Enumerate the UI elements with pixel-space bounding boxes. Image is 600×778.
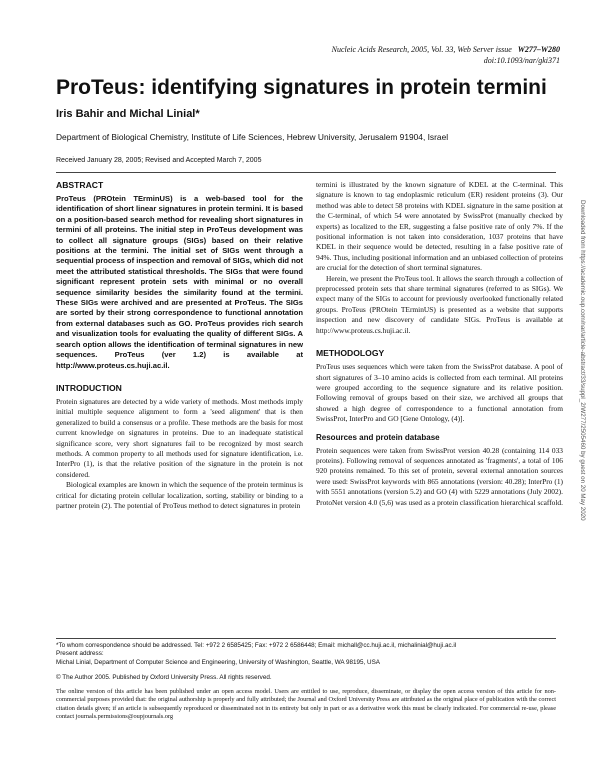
methodology-heading: METHODOLOGY [316, 348, 385, 359]
spacer [56, 371, 303, 383]
footnote-divider [56, 638, 556, 639]
introduction-heading: INTRODUCTION [56, 382, 122, 393]
right-paragraph-1: termini is illustrated by the known signature of KDEL at the C-terminal. This signature is known to tag endoplasmic reticulum (ER) resident proteins (3). Our method was able to detect 58 proteins with KDEL signature in the same position at the C-terminal, of which 54 were annotated by SwissProt (manually checked by experts) as localized to the ER, suggesting a false positive rate of only 7%. If the positional information is not taken into consideration, 1037 proteins that have KDEL in their sequence would be detected, resulting in a false positive rate of 94%. Thus, including positional information and an unbiased collection of proteins are crucial for the detection of short terminal signatures. [316, 180, 563, 273]
article-title: ProTeus: identifying signatures in protein termini [56, 76, 547, 99]
right-paragraph-2: Herein, we present the ProTeus tool. It allows the search through a collection of preprocessed protein sets that share terminal signatures (referred to as SIGs). We expect many of the SIGs to account for previously overlooked functionally related groups. ProTeus (PROtein TErminUS) is presented as a website that supports inspection and new discovery of candidate SIGs. ProTeus is available at http://www.proteus.cs.huji.ac.il. [316, 273, 563, 335]
page-range: W277–W280 [517, 45, 560, 54]
resources-heading: Resources and protein database [316, 432, 440, 442]
copyright-notice [56, 674, 556, 682]
journal-citation [332, 44, 560, 55]
present-address: Michal Linial, Department of Computer Science and Engineering, University of Washington, Seattle, WA 98195, USA [56, 658, 380, 666]
correspondence-footnote [56, 642, 556, 667]
received-dates: Received January 28, 2005; Revised and Accepted March 7, 2005 [56, 157, 262, 164]
license-notice: The online version of this article has been published under an open access model. Users are entitled to use, reproduce, disseminate, or display the open access version of this article for non-commercial purposes provided that: the original authorship is properly and fully attributed; the Journal and Oxford University Press are attributed as the original place of publication with the correct citation details given; if an article is subsequently reproduced or disseminated not in its entirety but only in part or as a derivative work this must be clearly indicated. For commercial re-use, please contact journals.permissions@oupjournals.org [56, 688, 556, 721]
authors: Iris Bahir and Michal Linial* [56, 108, 200, 120]
copyright-text: © The Author 2005. Published by Oxford University Press. All rights reserved. [56, 674, 272, 681]
affiliation: Department of Biological Chemistry, Institute of Life Sciences, Hebrew University, Jerusalem 91904, Israel [56, 132, 449, 142]
left-column [56, 180, 303, 511]
present-address-label: Present address: [56, 650, 104, 658]
correspondence-note: *To whom correspondence should be addressed. Tel: +972 2 6585425; Fax: +972 2 6586448; Email: michall@cc.huji.ac.il, michalinial@huji.ac.il [56, 642, 457, 649]
download-watermark: Downloaded from https://academic.oup.com/nar/article-abstract/33/suppl_2/W277/2505460 by guest on 20 May 2020 [579, 200, 586, 521]
methodology-paragraph: ProTeus uses sequences which were taken from the SwissProt database. A pool of short signatures of 3–10 amino acids is collected from each terminal. All proteins were grouped according to the sequence signature and its relative position. Following removal of groups based on their size, we archived all groups that showed a high degree of correspondence to a functional annotation from SwissProt, InterPro and GO [Gene Ontology, (4)]. [316, 362, 563, 424]
spacer [316, 336, 563, 348]
abstract-heading: ABSTRACT [56, 180, 104, 190]
abstract-text: ProTeus (PROtein TErminUS) is a web-based tool for the identification of short linear signatures in protein termini. It is based on a position-based search method for revealing short signatures in termini of all proteins. The initial step in ProTeus development was to collect all signature groups (SIGs) based on their relative positions at the termini. The initial set of SIGs went through a sequential process of inspection and removal of SIGs, which did not meet the attributed statistical thresholds. The SIGs that were found significant represent protein sets with minimal or no overall sequence similarity besides the similarity found at the termini. These SIGs were archived and are presented at ProTeus. The SIGs are sorted by their strong correspondence to functional annotation from external databases such as GO. ProTeus provides rich search and visualization tools for evaluating the quality of different SIGs. A search option allows the identification of terminal signatures in new sequences. ProTeus (ver 1.2) is available at http://www.proteus.cs.huji.ac.il. [56, 194, 303, 370]
intro-paragraph-1: Protein signatures are detected by a wide variety of methods. Most methods imply initial multiple sequence alignment to form a 'seed alignment' that is then generalized to build a consensus or a profile. These methods are the basis for most current knowledge on signatures in proteins. Due to an inadequate statistical significance score, very short signatures fail to be recognized by most search methods. A common property to all methods used for signature identification, i.e. InterPro (1), is that the relative position of the signature in the protein is not considered. [56, 396, 303, 479]
header-divider [56, 172, 556, 173]
journal-name: Nucleic Acids Research, 2005, Vol. 33, Web Server issue [331, 45, 512, 54]
resources-paragraph: Protein sequences were taken from SwissProt version 40.28 (containing 114 033 proteins). Following removal of sequences annotated as 'fragments', a total of 106 920 proteins remained. To this set of protein, several external annotation sources were used: SwissProt keywords with 865 annotations (version: 40.28); InterPro (1) with 5551 annotations (version 5.2) and GO (4) with 5229 annotations (July 2002). ProtoNet version 4.0 (5,6) was used as a protein classification hierarchical scaffold. [316, 445, 563, 507]
doi: doi:10.1093/nar/gki371 [483, 56, 560, 65]
intro-paragraph-2: Biological examples are known in which the sequence of the protein terminus is critical for dictating protein cellular localization, sorting, stability or binding to a partner protein (2). The potential of ProTeus method to detect signatures in protein [56, 480, 303, 510]
journal-header [332, 44, 560, 66]
right-column [316, 180, 563, 508]
